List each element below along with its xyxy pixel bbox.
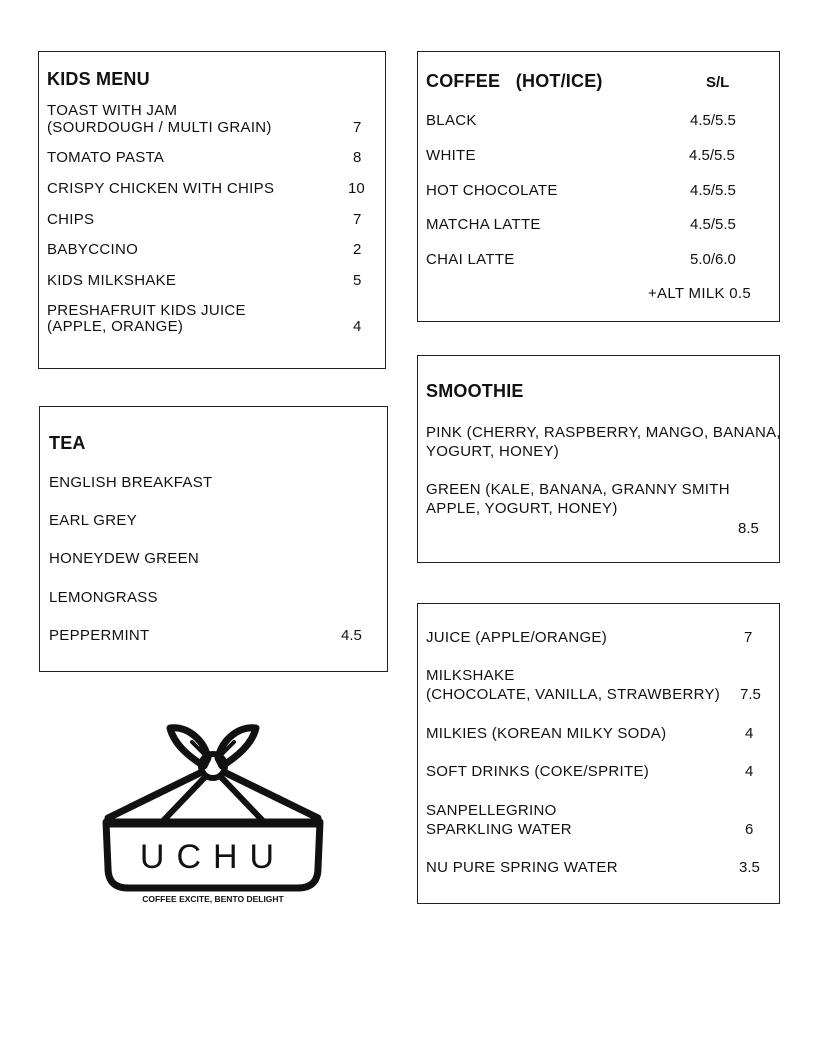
- drink-item-name: SANPELLEGRINO: [426, 802, 557, 819]
- coffee-item-price: 4.5/5.5: [690, 216, 736, 233]
- kids-item-price: 8: [353, 149, 362, 166]
- tea-item: LEMONGRASS: [49, 589, 158, 606]
- kids-item-detail: (SOURDOUGH / MULTI GRAIN): [47, 119, 272, 136]
- drink-item-name: MILKIES (KOREAN MILKY SODA): [426, 725, 667, 742]
- kids-menu-title: KIDS MENU: [47, 69, 150, 89]
- tea-item: PEPPERMINT: [49, 627, 150, 644]
- bento-bundle-icon: [100, 722, 326, 908]
- coffee-item-name: BLACK: [426, 112, 477, 129]
- smoothie-title: SMOOTHIE: [426, 381, 524, 401]
- kids-item-name: KIDS MILKSHAKE: [47, 272, 177, 289]
- kids-item-name: TOMATO PASTA: [47, 149, 165, 166]
- coffee-size-label: S/L: [706, 74, 730, 91]
- tea-section: [39, 406, 388, 672]
- tea-item: HONEYDEW GREEN: [49, 550, 200, 567]
- drink-item-name: SOFT DRINKS (COKE/SPRITE): [426, 763, 650, 780]
- coffee-item-name: CHAI LATTE: [426, 251, 515, 268]
- kids-item-price: 4: [353, 318, 362, 335]
- uchu-logo: [100, 722, 326, 908]
- drink-item-price: 6: [745, 821, 754, 838]
- smoothie-section: [417, 355, 780, 563]
- coffee-item-name: MATCHA LATTE: [426, 216, 541, 233]
- kids-item-name: PRESHAFRUIT KIDS JUICE: [47, 302, 246, 319]
- drink-item-price: 3.5: [739, 859, 760, 876]
- coffee-item-name: HOT CHOCOLATE: [426, 182, 558, 199]
- coffee-item-price: 4.5/5.5: [690, 182, 736, 199]
- alt-milk-note: +ALT MILK 0.5: [648, 285, 751, 302]
- drink-item-price: 4: [745, 763, 754, 780]
- smoothie-item-line: APPLE, YOGURT, HONEY): [426, 500, 618, 517]
- logo-brand: UCHU: [139, 838, 287, 876]
- smoothie-item-line: PINK (CHERRY, RASPBERRY, MANGO, BANANA,: [426, 424, 781, 441]
- coffee-item-price: 4.5/5.5: [690, 112, 736, 129]
- drink-item-price: 7: [744, 629, 753, 646]
- kids-item-detail: (APPLE, ORANGE): [47, 318, 184, 335]
- kids-item-price: 7: [353, 119, 362, 136]
- kids-menu-section: [38, 51, 386, 369]
- coffee-item-price: 5.0/6.0: [690, 251, 736, 268]
- smoothie-item-line: YOGURT, HONEY): [426, 443, 560, 460]
- kids-item-name: CHIPS: [47, 211, 95, 228]
- tea-item: ENGLISH BREAKFAST: [49, 474, 213, 491]
- kids-item-name: BABYCCINO: [47, 241, 139, 258]
- drink-item-price: 7.5: [740, 686, 761, 703]
- coffee-item-name: WHITE: [426, 147, 476, 164]
- kids-item-name: CRISPY CHICKEN WITH CHIPS: [47, 180, 275, 197]
- drink-item-detail: (CHOCOLATE, VANILLA, STRAWBERRY): [426, 686, 721, 703]
- tea-price: 4.5: [341, 627, 362, 644]
- drink-item-price: 4: [745, 725, 754, 742]
- drink-item-detail: SPARKLING WATER: [426, 821, 572, 838]
- drink-item-name: NU PURE SPRING WATER: [426, 859, 618, 876]
- kids-item-price: 5: [353, 272, 362, 289]
- drink-item-name: JUICE (APPLE/ORANGE): [426, 629, 608, 646]
- drink-item-name: MILKSHAKE: [426, 667, 515, 684]
- kids-item-name: TOAST WITH JAM: [47, 102, 178, 119]
- smoothie-price: 8.5: [738, 520, 759, 537]
- tea-item: EARL GREY: [49, 512, 138, 529]
- coffee-item-price: 4.5/5.5: [689, 147, 735, 164]
- tea-title: TEA: [49, 433, 86, 453]
- logo-tagline: COFFEE EXCITE, BENTO DELIGHT: [142, 894, 284, 904]
- coffee-section: [417, 51, 780, 322]
- kids-item-price: 10: [348, 180, 365, 197]
- coffee-title: COFFEE (HOT/ICE): [426, 71, 603, 91]
- kids-item-price: 2: [353, 241, 362, 258]
- drinks-section: [417, 603, 780, 904]
- kids-item-price: 7: [353, 211, 362, 228]
- smoothie-item-line: GREEN (KALE, BANANA, GRANNY SMITH: [426, 481, 730, 498]
